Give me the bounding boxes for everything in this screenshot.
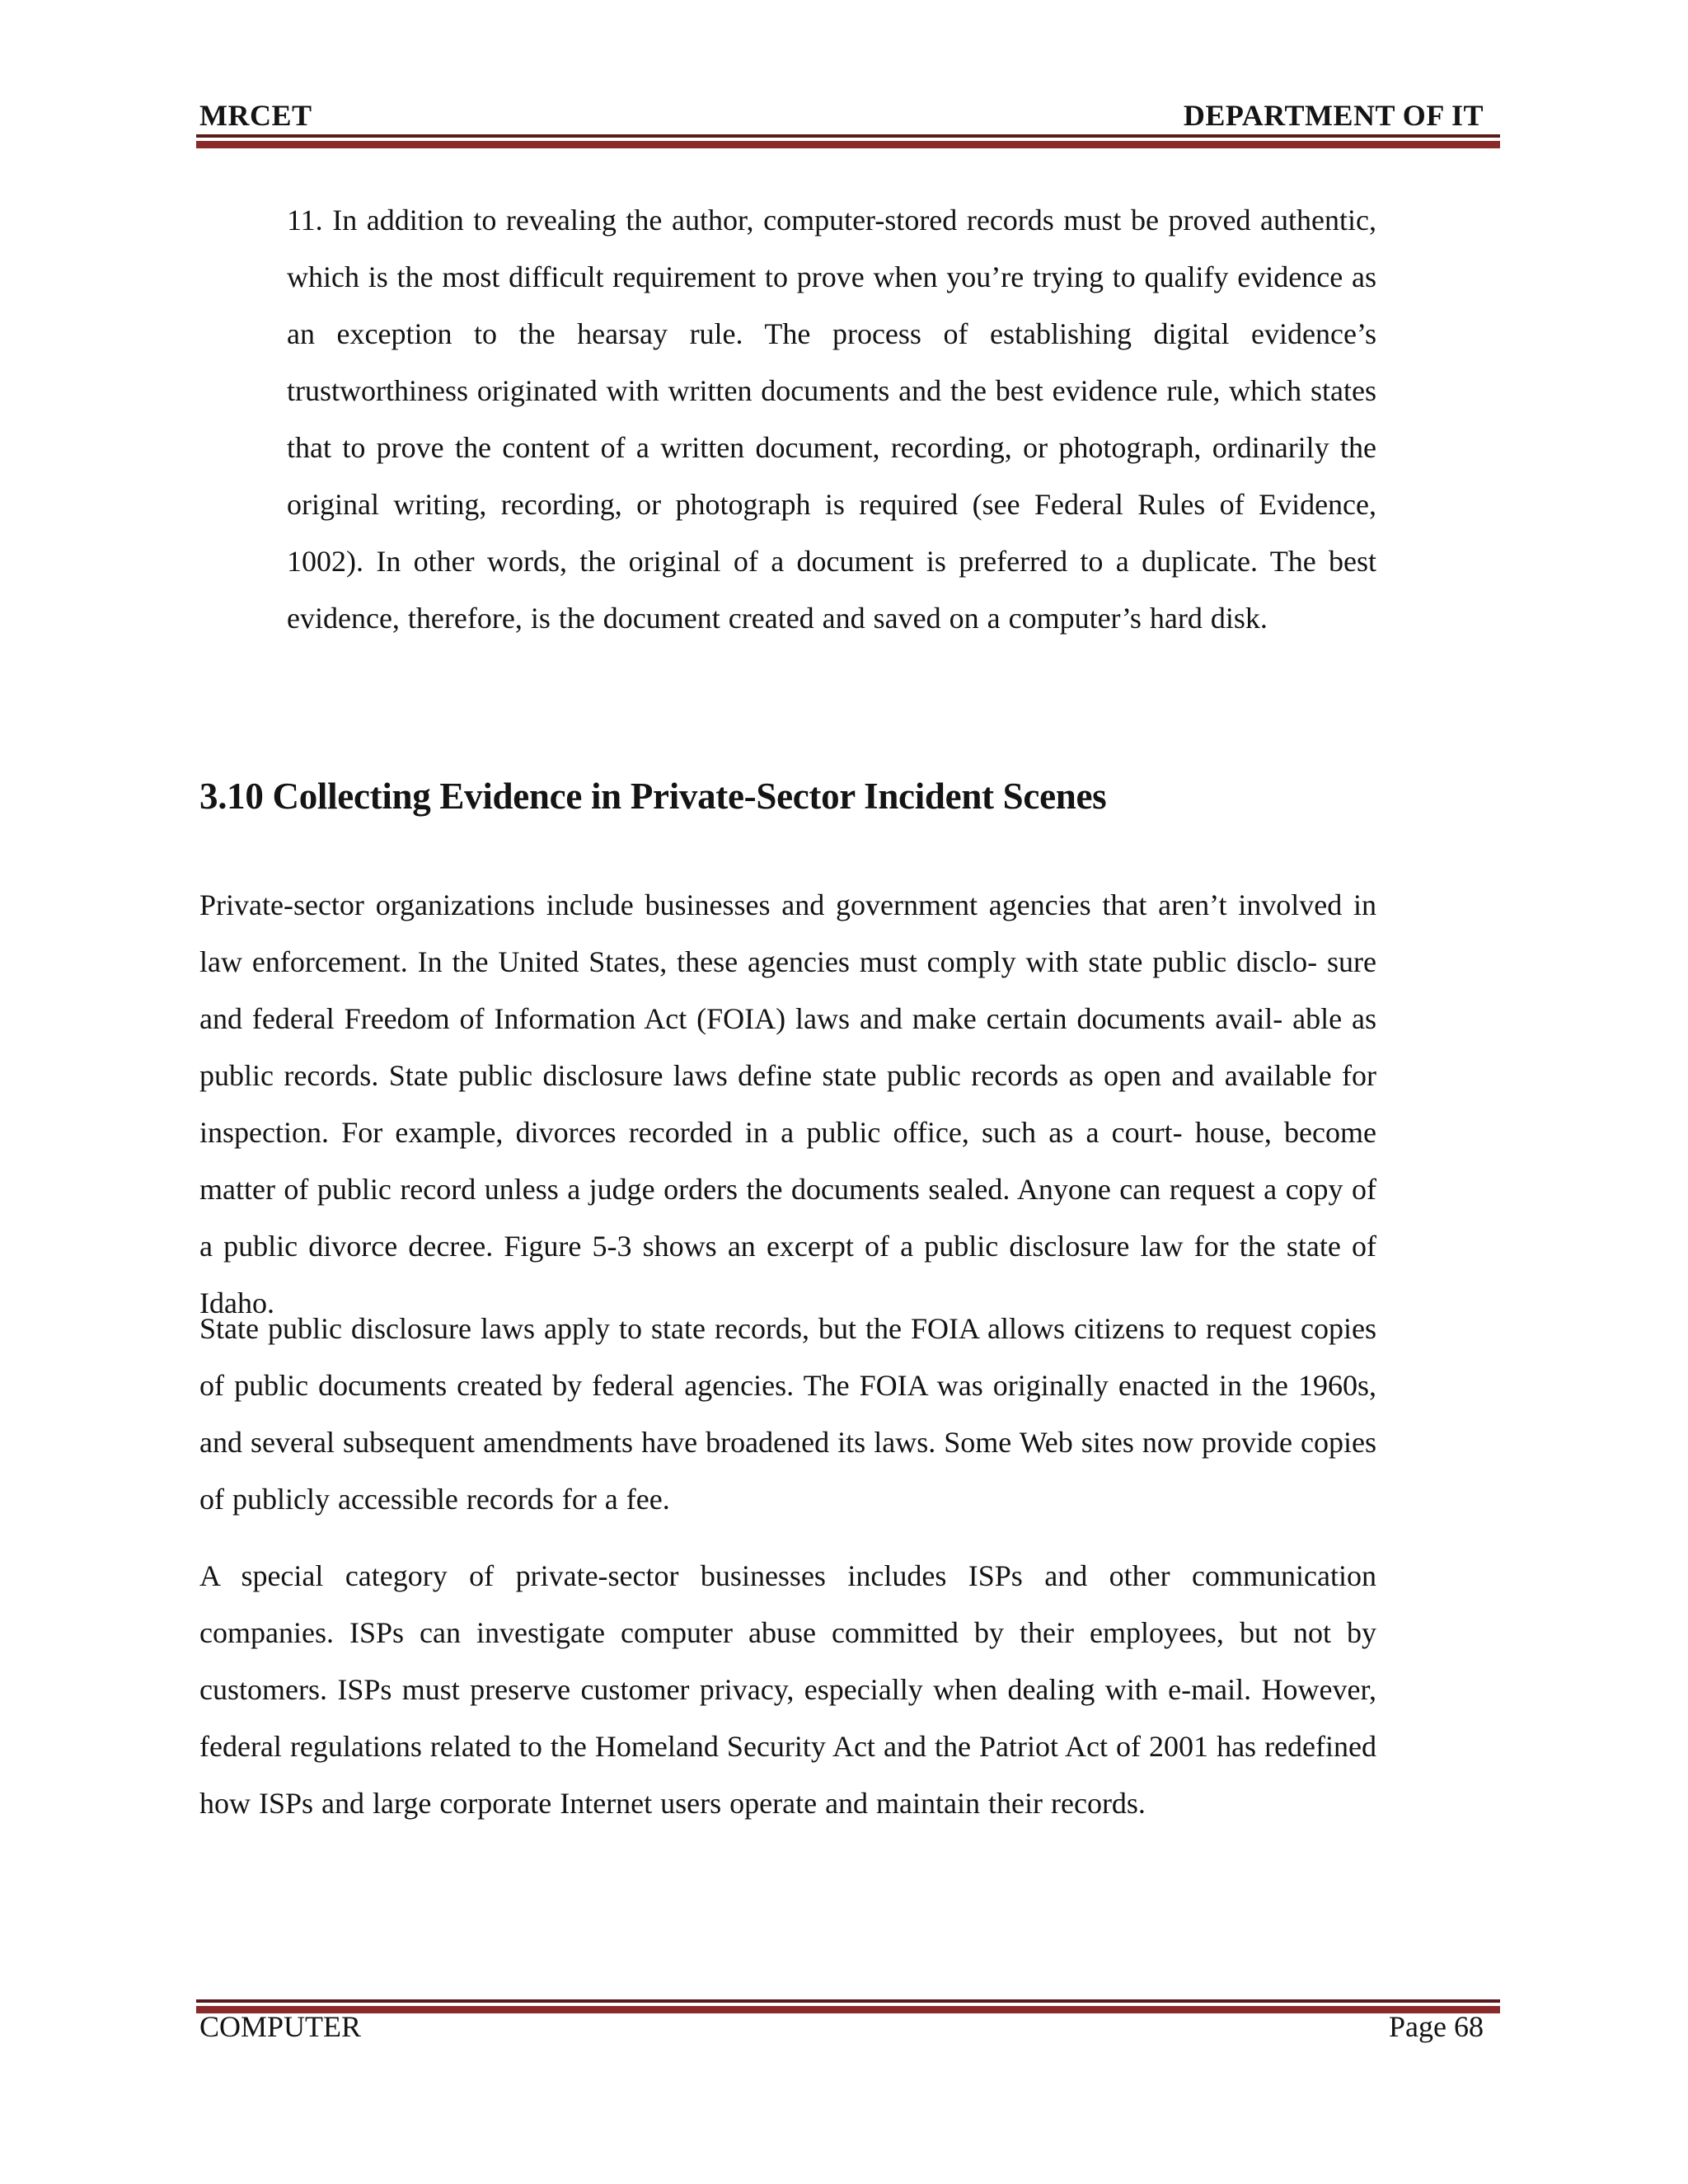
paragraph-private-sector: Private-sector organizations include businesses and government agencies that aren’t involved in law enforcement. In the United States, these agencies must comply with state public disclo- sure and federal Freedom of Information Act (FOIA) laws and make certain documents avail- able as public records. State public disclosure laws define state public records as open and available for inspection. For example, divorces recorded in a public office, such as a court- house, become matter of public record unless a judge orders the documents sealed. Anyone can request a copy of a public divorce decree. Figure 5-3 shows an excerpt of a public disclosure law for the state of Idaho. [199,888,1376,1319]
header-institution: MRCET [199,99,312,132]
paragraph-foia: State public disclosure laws apply to state records, but the FOIA allows citizens to request copies of public documents created by federal agencies. The FOIA was originally enacted in the 1960s, and several subsequent amendments have broadened its laws. Some Web sites now provide copies of publicly accessible records for a fee. [199,1312,1376,1516]
section-heading: 3.10 Collecting Evidence in Private-Sector Incident Scenes [199,776,1107,817]
header-department: DEPARTMENT OF IT [1183,99,1484,132]
header-rule [196,134,1500,148]
paragraph-isps: A special category of private-sector businesses includes ISPs and other communication companies. ISPs can investigate computer abuse committed by their employees, but not by customers. ISPs must preserve customer privacy, especially when dealing with e-mail. However, federal regulations related to the Homeland Security Act and the Patriot Act of 2001 has redefined how ISPs and large corporate Internet users operate and maintain their records. [199,1559,1376,1820]
footer-rule [196,1999,1500,2013]
footer-subject: COMPUTER [199,2010,362,2043]
page-number: Page 68 [1389,2010,1484,2043]
list-item-11: 11. In addition to revealing the author, computer-stored records must be proved authentic, which is the most difficult requirement to prove when you’re trying to qualify evidence as an exception to the hearsay rule. The process of establishing digital evidence’s trustworthiness originated with written documents and the best evidence rule, which states that to prove the content of a written document, recording, or photograph, ordinarily the original writing, recording, or photograph is required (see Federal Rules of Evidence, 1002). In other words, the original of a document is preferred to a duplicate. The best evidence, therefore, is the document created and saved on a computer’s hard disk. [287,204,1376,635]
